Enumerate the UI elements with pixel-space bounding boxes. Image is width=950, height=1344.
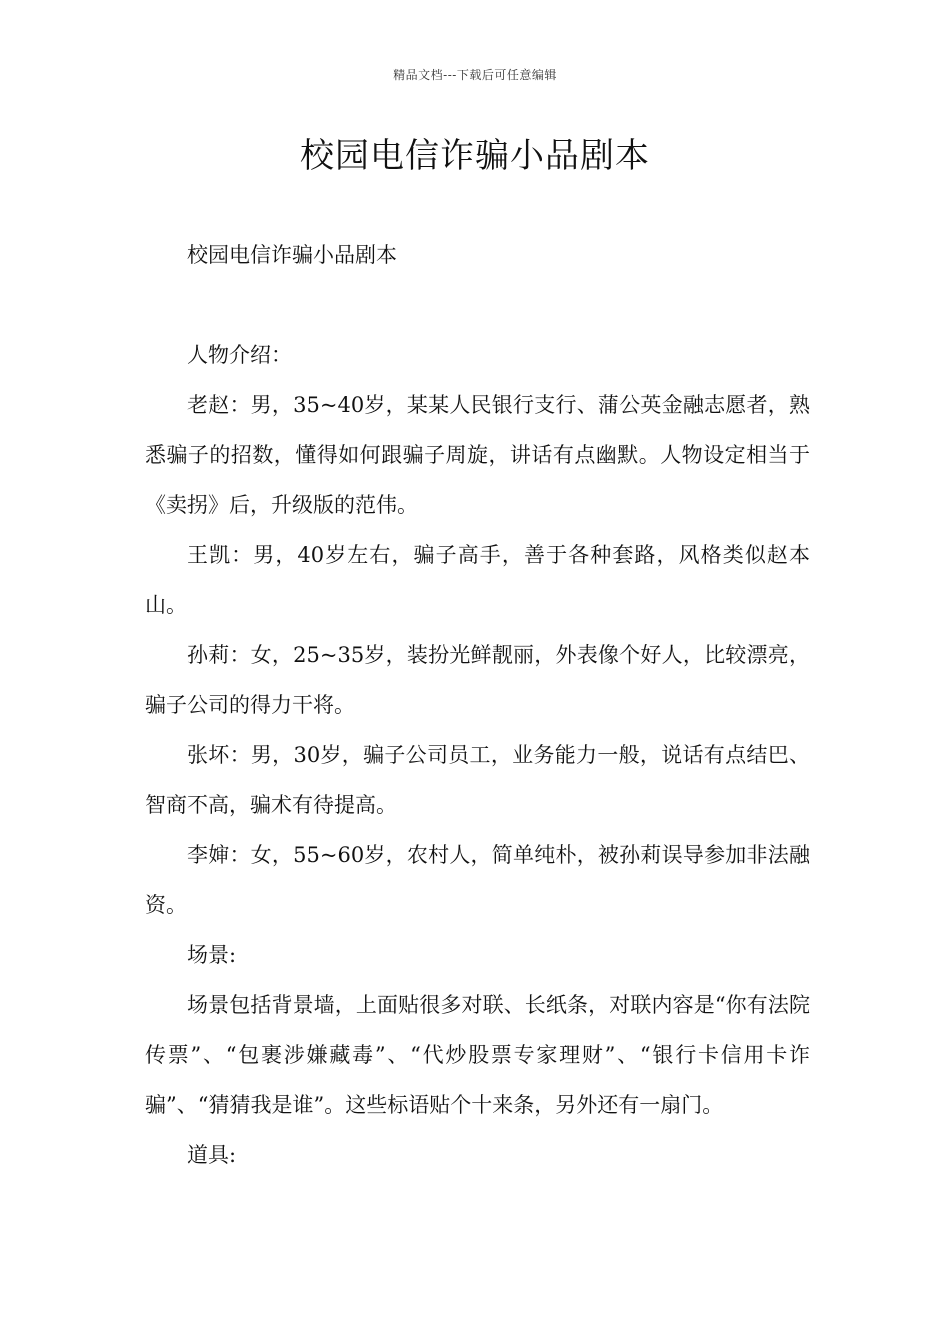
scene-description: 场景包括背景墙，上面贴很多对联、长纸条，对联内容是“你有法院传票”、“包裹涉嫌藏毒”、“代炒股票专家理财”、“银行卡信用卡诈骗”、“猜猜我是谁”。这些标语贴个十来条，另外还有一扇门。 (145, 993, 810, 1117)
document-title: 校园电信诈骗小品剧本 (300, 136, 650, 176)
character-lao-zhao: 老赵：男，35~40岁，某某人民银行支行、蒲公英金融志愿者，熟悉骗子的招数，懂得如何跟骗子周旋，讲话有点幽默。人物设定相当于《卖拐》后，升级版的范伟。 (145, 393, 810, 517)
document-body (145, 230, 810, 1180)
header-note: 精品文档---下载后可任意编辑 (393, 68, 557, 82)
character-zhang-huai: 张坏：男，30岁，骗子公司员工，业务能力一般，说话有点结巴、智商不高，骗术有待提高。 (145, 743, 810, 817)
scene-heading: 场景: (187, 943, 237, 967)
props-heading: 道具: (187, 1143, 237, 1167)
character-wang-kai: 王凯：男，40岁左右，骗子高手，善于各种套路，风格类似赵本山。 (145, 543, 810, 617)
character-li-shen: 李婶：女，55~60岁，农村人，简单纯朴，被孙莉误导参加非法融资。 (145, 843, 810, 917)
character-sun-li: 孙莉：女，25~35岁，装扮光鲜靓丽，外表像个好人，比较漂亮，骗子公司的得力干将。 (145, 643, 810, 717)
document-subtitle: 校园电信诈骗小品剧本 (187, 243, 397, 267)
characters-heading: 人物介绍： (187, 343, 292, 367)
